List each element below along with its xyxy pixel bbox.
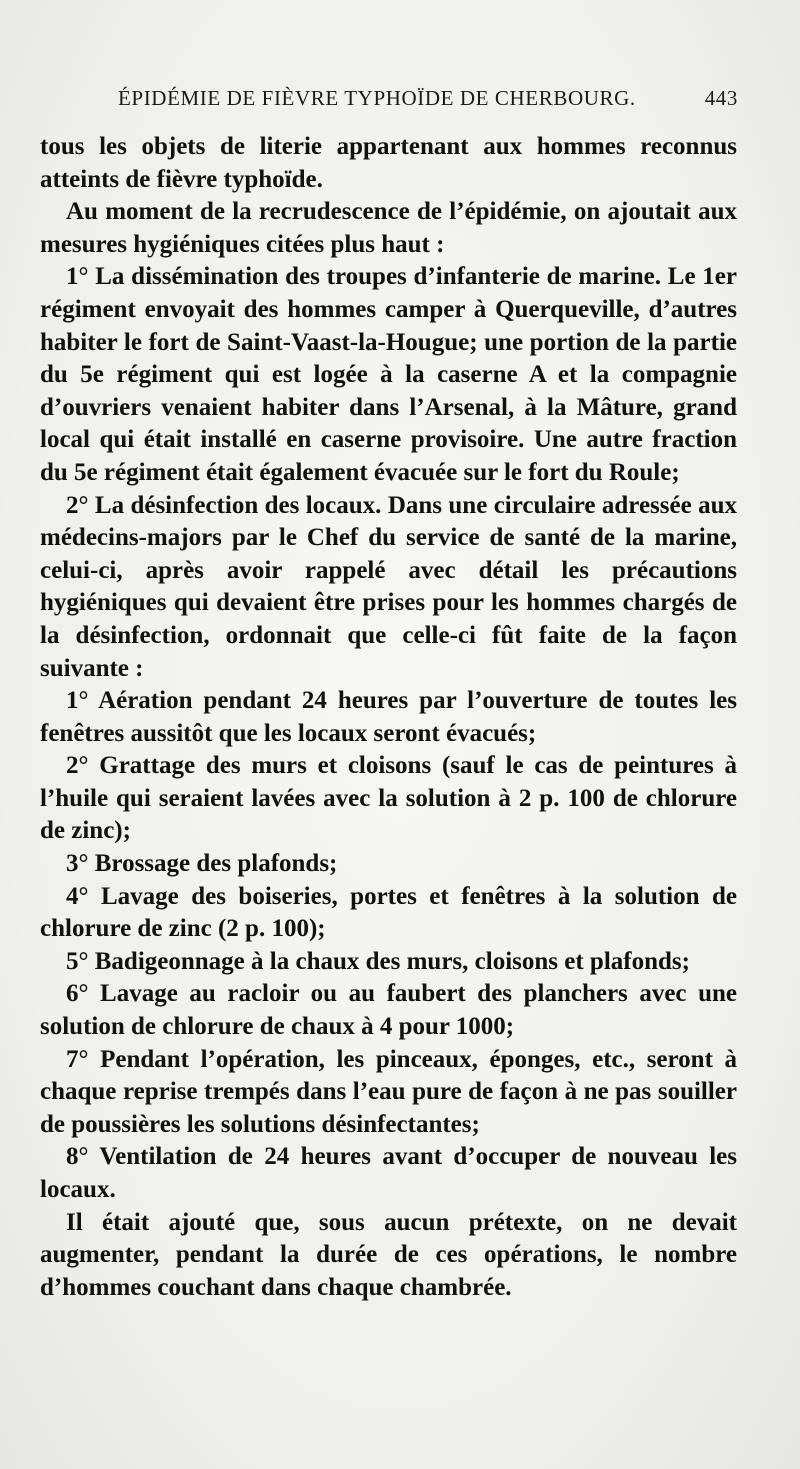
paragraph: 6° Lavage au racloir ou au faubert des planchers avec une solution de chlorure de chaux à 4 pour 1000; xyxy=(40,980,737,1041)
paragraph: 8° Ventilation de 24 heures avant d’occuper de nouveau les locaux. xyxy=(40,1143,737,1203)
page-number: 443 xyxy=(704,86,738,110)
paragraph: 2° Grattage des murs et cloisons (sauf le cas de peintures à l’huile qui seraient lavées avec la solution à 2 p. 100 de chlorure de zinc); xyxy=(40,752,737,845)
paragraph: 3° Brossage des plafonds; xyxy=(66,850,338,878)
paragraph: tous les objets de literie appartenant aux hommes reconnus atteints de fièvre typhoïde. xyxy=(40,133,737,193)
paragraph: 4° Lavage des boiseries, portes et fenêtres à la solution de chlorure de zinc (2 p. 100); xyxy=(40,882,737,943)
paragraph: 7° Pendant l’opération, les pinceaux, éponges, etc., seront à chaque reprise trempés dans l’eau pure de façon à ne pas souiller de poussières les solutions désinfectantes; xyxy=(40,1045,737,1138)
body-text xyxy=(40,131,737,1304)
paragraph: Il était ajouté que, sous aucun prétexte, on ne devait augmenter, pendant la durée de ces opérations, le nombre d’hommes couchant dans chaque chambrée. xyxy=(40,1208,737,1301)
paragraph: Au moment de la recrudescence de l’épidémie, on ajoutait aux mesures hygiéniques citées plus haut : xyxy=(40,198,737,258)
paragraph: 5° Badigeonnage à la chaux des murs, cloisons et plafonds; xyxy=(66,947,690,975)
paragraph: 1° Aération pendant 24 heures par l’ouverture de toutes les fenêtres aussitôt que les locaux seront évacués; xyxy=(40,687,737,747)
paragraph: 2° La désinfection des locaux. Dans une circulaire adressée aux médecins-majors par le Chef du service de santé de la marine, celui-ci, après avoir rappelé avec détail les précautions hygiéniques qui devaient être prises pour les hommes chargés de la désinfection, ordonnait que celle-ci fût faite de la façon suivante : xyxy=(40,491,737,682)
running-title: ÉPIDÉMIE DE FIÈVRE TYPHOÏDE DE CHERBOURG. xyxy=(118,86,636,110)
paragraph: 1° La dissémination des troupes d’infanterie de marine. Le 1er régiment envoyait des hommes camper à Querqueville, d’autres habiter le fort de Saint-Vaast-la-Hougue; une portion de la partie du 5e régiment qui est logée à la caserne A et la compagnie d’ouvriers venaient habiter dans l’Arsenal, à la Mâture, grand local qui était installé en caserne provisoire. Une autre fraction du 5e régiment était également évacuée sur le fort du Roule; xyxy=(40,263,737,486)
running-header xyxy=(118,86,738,116)
